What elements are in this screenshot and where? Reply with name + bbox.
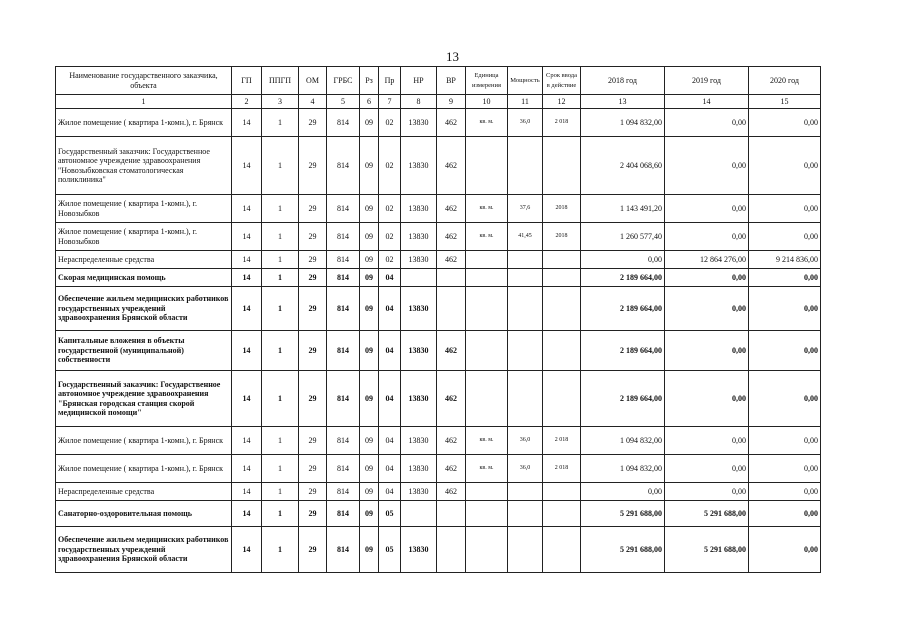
cell-vr: 462 (437, 223, 466, 251)
header-pr: Пр (379, 67, 401, 95)
cell-unit (466, 269, 508, 287)
cell-nr: 13830 (401, 371, 437, 427)
cell-pr: 02 (379, 137, 401, 195)
cell-unit: кв. м. (466, 427, 508, 455)
cell-unit (466, 527, 508, 573)
cell-rz: 09 (360, 223, 379, 251)
cell-2020: 0,00 (749, 371, 821, 427)
cell-name: Обеспечение жильем медицинских работников государственных учреждений здравоохранения Брянской области (56, 287, 232, 331)
cell-om: 29 (299, 455, 327, 483)
cell-vr: 462 (437, 251, 466, 269)
cell-name: Жилое помещение ( квартира 1-комн.), г. Брянск (56, 427, 232, 455)
cell-2019: 5 291 688,00 (665, 501, 749, 527)
cell-om: 29 (299, 527, 327, 573)
cell-grbs: 814 (327, 455, 360, 483)
cell-name: Жилое помещение ( квартира 1-комн.), г. Брянск (56, 109, 232, 137)
cell-2020: 0,00 (749, 427, 821, 455)
cell-2020: 0,00 (749, 527, 821, 573)
cell-2018: 1 094 832,00 (581, 109, 665, 137)
cell-2018: 0,00 (581, 483, 665, 501)
table-row (56, 501, 821, 527)
table-row (56, 483, 821, 501)
cell-ppgp: 1 (262, 427, 299, 455)
cell-gp: 14 (232, 195, 262, 223)
cell-capacity: 36,0 (508, 455, 543, 483)
cell-name: Нераспределенные средства (56, 251, 232, 269)
cell-nr (401, 269, 437, 287)
header-nr: НР (401, 67, 437, 95)
column-number-row (56, 95, 821, 109)
cell-gp: 14 (232, 109, 262, 137)
page-number: 13 (446, 49, 459, 64)
header-ppgp: ППГП (262, 67, 299, 95)
table-body (56, 109, 821, 573)
cell-2018: 2 404 068,60 (581, 137, 665, 195)
cell-nr: 13830 (401, 195, 437, 223)
cell-vr: 462 (437, 195, 466, 223)
cell-unit (466, 287, 508, 331)
cell-om: 29 (299, 371, 327, 427)
cell-capacity: 37,6 (508, 195, 543, 223)
cell-pr: 04 (379, 427, 401, 455)
cell-name: Жилое помещение ( квартира 1-комн.), г. Новозыбков (56, 223, 232, 251)
cell-capacity (508, 287, 543, 331)
cell-grbs: 814 (327, 331, 360, 371)
table-row (56, 137, 821, 195)
cell-gp: 14 (232, 331, 262, 371)
cell-2019: 0,00 (665, 483, 749, 501)
cell-2019: 0,00 (665, 455, 749, 483)
cell-gp: 14 (232, 251, 262, 269)
cell-nr: 13830 (401, 483, 437, 501)
cell-2018: 0,00 (581, 251, 665, 269)
cell-grbs: 814 (327, 371, 360, 427)
cell-capacity: 36,0 (508, 427, 543, 455)
cell-rz: 09 (360, 109, 379, 137)
cell-ppgp: 1 (262, 195, 299, 223)
cell-2020: 0,00 (749, 331, 821, 371)
col-number: 2 (232, 95, 262, 109)
col-number: 8 (401, 95, 437, 109)
cell-om: 29 (299, 269, 327, 287)
cell-commission-date (543, 287, 581, 331)
cell-commission-date (543, 483, 581, 501)
cell-ppgp: 1 (262, 527, 299, 573)
cell-2018: 1 094 832,00 (581, 427, 665, 455)
cell-2019: 0,00 (665, 331, 749, 371)
cell-capacity: 36,0 (508, 109, 543, 137)
cell-2019: 0,00 (665, 371, 749, 427)
cell-capacity (508, 269, 543, 287)
cell-grbs: 814 (327, 269, 360, 287)
cell-unit (466, 331, 508, 371)
table-row (56, 427, 821, 455)
cell-2019: 0,00 (665, 269, 749, 287)
col-number: 9 (437, 95, 466, 109)
col-number: 14 (665, 95, 749, 109)
cell-om: 29 (299, 427, 327, 455)
col-number: 13 (581, 95, 665, 109)
cell-2019: 0,00 (665, 195, 749, 223)
cell-nr: 13830 (401, 223, 437, 251)
cell-pr: 04 (379, 371, 401, 427)
cell-capacity (508, 527, 543, 573)
header-2018: 2018 год (581, 67, 665, 95)
cell-ppgp: 1 (262, 287, 299, 331)
cell-2018: 2 189 664,00 (581, 269, 665, 287)
cell-gp: 14 (232, 427, 262, 455)
cell-gp: 14 (232, 371, 262, 427)
table-row (56, 331, 821, 371)
cell-gp: 14 (232, 269, 262, 287)
cell-vr (437, 287, 466, 331)
cell-commission-date: 2 018 (543, 455, 581, 483)
cell-name: Нераспределенные средства (56, 483, 232, 501)
cell-unit: кв. м. (466, 109, 508, 137)
cell-ppgp: 1 (262, 371, 299, 427)
cell-commission-date (543, 269, 581, 287)
cell-unit: кв. м. (466, 455, 508, 483)
cell-nr: 13830 (401, 527, 437, 573)
cell-ppgp: 1 (262, 109, 299, 137)
cell-unit (466, 483, 508, 501)
cell-2019: 0,00 (665, 137, 749, 195)
cell-capacity (508, 251, 543, 269)
cell-name: Санаторно-оздоровительная помощь (56, 501, 232, 527)
cell-om: 29 (299, 331, 327, 371)
cell-commission-date (543, 251, 581, 269)
cell-gp: 14 (232, 455, 262, 483)
cell-2018: 2 189 664,00 (581, 287, 665, 331)
cell-vr: 462 (437, 331, 466, 371)
cell-2019: 5 291 688,00 (665, 527, 749, 573)
cell-name: Жилое помещение ( квартира 1-комн.), г. Новозыбков (56, 195, 232, 223)
cell-ppgp: 1 (262, 137, 299, 195)
cell-commission-date (543, 501, 581, 527)
cell-vr: 462 (437, 371, 466, 427)
cell-rz: 09 (360, 251, 379, 269)
cell-commission-date: 2 018 (543, 109, 581, 137)
cell-2019: 0,00 (665, 109, 749, 137)
cell-capacity (508, 483, 543, 501)
cell-gp: 14 (232, 483, 262, 501)
cell-vr (437, 501, 466, 527)
cell-2019: 0,00 (665, 223, 749, 251)
cell-nr: 13830 (401, 251, 437, 269)
cell-grbs: 814 (327, 527, 360, 573)
header-2019: 2019 год (665, 67, 749, 95)
table-row (56, 371, 821, 427)
cell-capacity (508, 501, 543, 527)
cell-unit (466, 501, 508, 527)
cell-commission-date: 2018 (543, 223, 581, 251)
cell-om: 29 (299, 483, 327, 501)
cell-2020: 9 214 836,00 (749, 251, 821, 269)
cell-om: 29 (299, 137, 327, 195)
table-row (56, 109, 821, 137)
cell-ppgp: 1 (262, 455, 299, 483)
cell-unit (466, 371, 508, 427)
cell-grbs: 814 (327, 501, 360, 527)
cell-2019: 12 864 276,00 (665, 251, 749, 269)
cell-rz: 09 (360, 269, 379, 287)
col-number: 5 (327, 95, 360, 109)
header-commission-date: Срок ввода в действие (543, 67, 581, 95)
header-om: ОМ (299, 67, 327, 95)
cell-pr: 05 (379, 527, 401, 573)
cell-rz: 09 (360, 455, 379, 483)
cell-pr: 02 (379, 195, 401, 223)
cell-pr: 04 (379, 455, 401, 483)
cell-nr: 13830 (401, 331, 437, 371)
cell-2020: 0,00 (749, 109, 821, 137)
table-row (56, 195, 821, 223)
cell-2020: 0,00 (749, 483, 821, 501)
cell-om: 29 (299, 195, 327, 223)
col-number: 4 (299, 95, 327, 109)
cell-2020: 0,00 (749, 287, 821, 331)
cell-nr: 13830 (401, 109, 437, 137)
cell-grbs: 814 (327, 483, 360, 501)
header-rz: Рз (360, 67, 379, 95)
cell-2019: 0,00 (665, 427, 749, 455)
cell-name: Капитальные вложения в объекты государственной (муниципальной) собственности (56, 331, 232, 371)
cell-om: 29 (299, 251, 327, 269)
cell-nr: 13830 (401, 287, 437, 331)
cell-2020: 0,00 (749, 195, 821, 223)
cell-rz: 09 (360, 371, 379, 427)
table-row (56, 527, 821, 573)
cell-ppgp: 1 (262, 483, 299, 501)
cell-om: 29 (299, 223, 327, 251)
header-2020: 2020 год (749, 67, 821, 95)
cell-2020: 0,00 (749, 501, 821, 527)
cell-rz: 09 (360, 195, 379, 223)
table-header-row (56, 67, 821, 95)
cell-rz: 09 (360, 501, 379, 527)
cell-nr (401, 501, 437, 527)
cell-nr: 13830 (401, 427, 437, 455)
cell-om: 29 (299, 109, 327, 137)
cell-pr: 04 (379, 269, 401, 287)
cell-nr: 13830 (401, 137, 437, 195)
cell-capacity (508, 371, 543, 427)
cell-rz: 09 (360, 137, 379, 195)
cell-om: 29 (299, 287, 327, 331)
header-grbs: ГРБС (327, 67, 360, 95)
cell-grbs: 814 (327, 427, 360, 455)
cell-2019: 0,00 (665, 287, 749, 331)
cell-ppgp: 1 (262, 251, 299, 269)
cell-unit: кв. м. (466, 223, 508, 251)
cell-commission-date (543, 331, 581, 371)
col-number: 6 (360, 95, 379, 109)
cell-2018: 2 189 664,00 (581, 331, 665, 371)
cell-gp: 14 (232, 501, 262, 527)
cell-ppgp: 1 (262, 331, 299, 371)
cell-vr: 462 (437, 483, 466, 501)
cell-2020: 0,00 (749, 269, 821, 287)
cell-2018: 1 143 491,20 (581, 195, 665, 223)
col-number: 15 (749, 95, 821, 109)
cell-2020: 0,00 (749, 137, 821, 195)
cell-vr: 462 (437, 455, 466, 483)
cell-ppgp: 1 (262, 223, 299, 251)
cell-rz: 09 (360, 287, 379, 331)
cell-vr: 462 (437, 427, 466, 455)
col-number: 3 (262, 95, 299, 109)
cell-pr: 02 (379, 109, 401, 137)
cell-unit: кв. м. (466, 195, 508, 223)
table-row (56, 251, 821, 269)
cell-2020: 0,00 (749, 455, 821, 483)
col-number: 7 (379, 95, 401, 109)
cell-2018: 5 291 688,00 (581, 527, 665, 573)
cell-gp: 14 (232, 287, 262, 331)
cell-capacity (508, 331, 543, 371)
cell-pr: 02 (379, 223, 401, 251)
col-number: 11 (508, 95, 543, 109)
cell-gp: 14 (232, 223, 262, 251)
header-gp: ГП (232, 67, 262, 95)
table-row (56, 223, 821, 251)
cell-om: 29 (299, 501, 327, 527)
cell-nr: 13830 (401, 455, 437, 483)
cell-vr (437, 269, 466, 287)
col-number: 12 (543, 95, 581, 109)
cell-2018: 1 094 832,00 (581, 455, 665, 483)
cell-2018: 1 260 577,40 (581, 223, 665, 251)
cell-pr: 05 (379, 501, 401, 527)
cell-vr: 462 (437, 137, 466, 195)
cell-capacity (508, 137, 543, 195)
cell-commission-date: 2018 (543, 195, 581, 223)
cell-ppgp: 1 (262, 501, 299, 527)
cell-vr: 462 (437, 109, 466, 137)
col-number: 1 (56, 95, 232, 109)
table-row (56, 455, 821, 483)
cell-vr (437, 527, 466, 573)
table-row (56, 269, 821, 287)
cell-gp: 14 (232, 527, 262, 573)
header-name: Наименование государственного заказчика, объекта (56, 67, 232, 95)
col-number: 10 (466, 95, 508, 109)
cell-rz: 09 (360, 427, 379, 455)
cell-unit (466, 137, 508, 195)
cell-pr: 04 (379, 287, 401, 331)
cell-unit (466, 251, 508, 269)
table-row (56, 287, 821, 331)
cell-pr: 04 (379, 483, 401, 501)
cell-capacity: 41,45 (508, 223, 543, 251)
cell-name: Государственный заказчик: Государственное автономное учреждение здравоохранения "Новозыбковская стоматологическая поликлиника" (56, 137, 232, 195)
cell-rz: 09 (360, 331, 379, 371)
cell-grbs: 814 (327, 251, 360, 269)
cell-name: Скорая медицинская помощь (56, 269, 232, 287)
cell-grbs: 814 (327, 223, 360, 251)
budget-table (55, 66, 821, 573)
cell-rz: 09 (360, 483, 379, 501)
cell-ppgp: 1 (262, 269, 299, 287)
cell-2020: 0,00 (749, 223, 821, 251)
header-unit: Единица измерения (466, 67, 508, 95)
cell-pr: 04 (379, 331, 401, 371)
cell-name: Обеспечение жильем медицинских работников государственных учреждений здравоохранения Брянской области (56, 527, 232, 573)
cell-grbs: 814 (327, 137, 360, 195)
cell-commission-date (543, 137, 581, 195)
cell-commission-date (543, 371, 581, 427)
cell-name: Государственный заказчик: Государственное автономное учреждение здравоохранения "Брянская городская станция скорой медицинской помощи" (56, 371, 232, 427)
cell-rz: 09 (360, 527, 379, 573)
cell-2018: 5 291 688,00 (581, 501, 665, 527)
cell-name: Жилое помещение ( квартира 1-комн.), г. Брянск (56, 455, 232, 483)
cell-commission-date: 2 018 (543, 427, 581, 455)
cell-grbs: 814 (327, 195, 360, 223)
cell-gp: 14 (232, 137, 262, 195)
cell-grbs: 814 (327, 109, 360, 137)
cell-pr: 02 (379, 251, 401, 269)
header-capacity: Мощность (508, 67, 543, 95)
cell-grbs: 814 (327, 287, 360, 331)
header-vr: ВР (437, 67, 466, 95)
cell-commission-date (543, 527, 581, 573)
cell-2018: 2 189 664,00 (581, 371, 665, 427)
